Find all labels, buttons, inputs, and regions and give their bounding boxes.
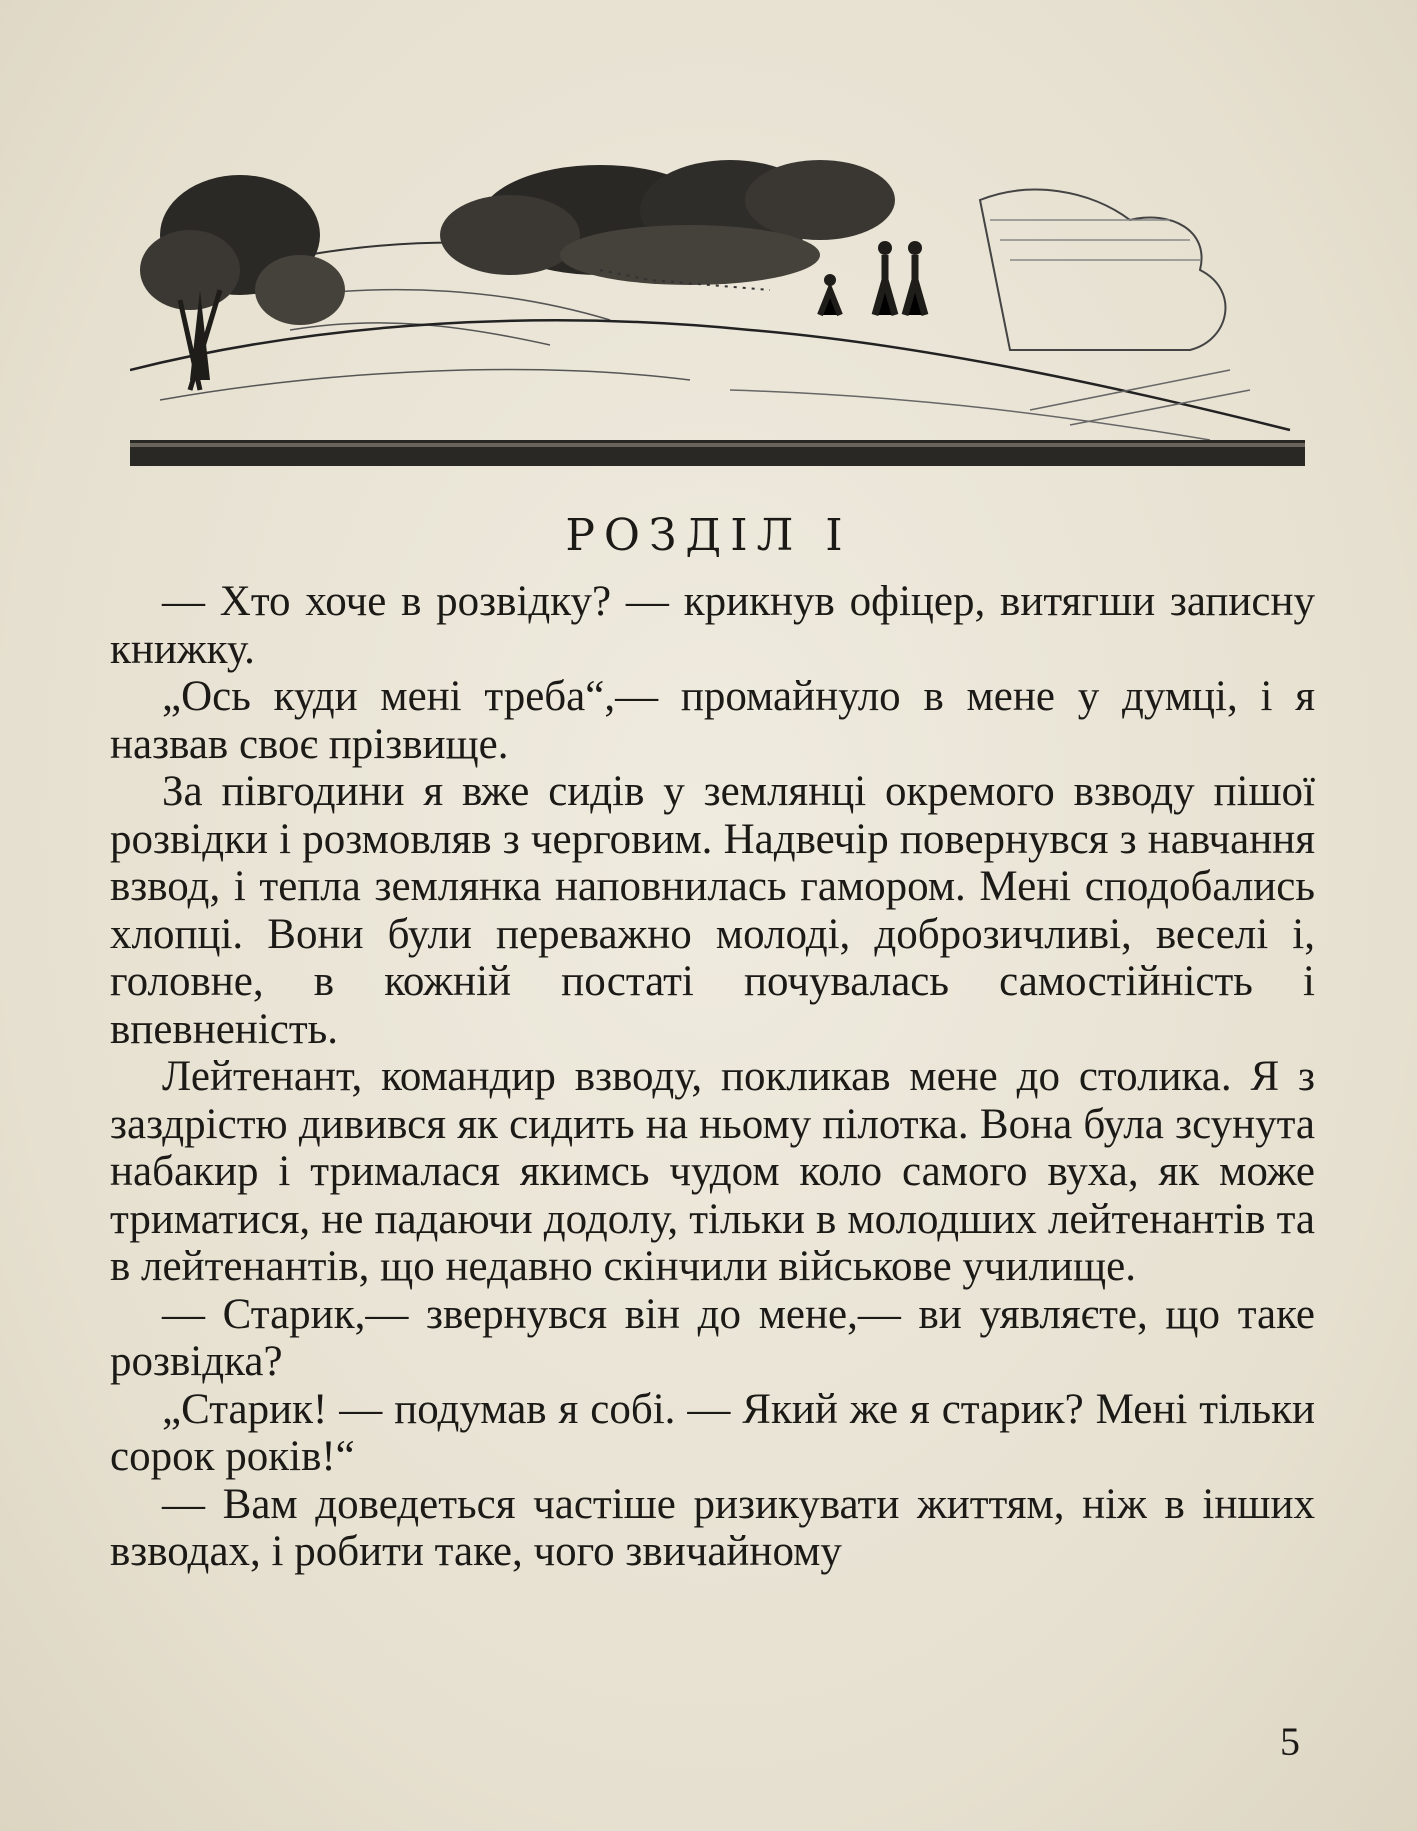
paragraph: „Ось куди мені треба“,— промайнуло в мене у думці, і я назвав своє прізвище.	[110, 673, 1315, 768]
paragraph: — Вам доведеться частіше ризикувати життям, ніж в інших взводах, і робити таке, чого звичайному	[110, 1480, 1315, 1575]
paragraph: Лейтенант, командир взводу, покликав мене до столика. Я з заздрістю дивився як сидить на ньому пілотка. Вона була зсунута набакир і трималася якимсь чудом коло самого вуха, як може триматися, не падаючи додолу, тільки в молодших лейтенантів та в лейтенантів, що недавно скінчили військове училище.	[110, 1053, 1315, 1290]
landscape-illustration	[130, 140, 1305, 475]
paragraph: — Хто хоче в розвідку? — крикнув офіцер, витягши записну книжку.	[110, 578, 1315, 673]
body-text	[110, 578, 1315, 1576]
paragraph: — Старик,— звернувся він до мене,— ви уявляєте, що таке розвідка?	[110, 1290, 1315, 1385]
chapter-title: РОЗДІЛ І	[565, 510, 852, 561]
page-number: 5	[1280, 1719, 1300, 1764]
paragraph: За півгодини я вже сидів у землянці окремого взводу пішої розвідки і розмовляв з черговим. Надвечір повернувся з навчання взвод, і тепла землянка наповнилась гамором. Мені сподобались хлопці. Вони були переважно молоді, доброзичливі, веселі і, головне, в кожній постаті почувалась самостійність і впевненість.	[110, 768, 1315, 1053]
landscape-illustration-icon	[130, 140, 1305, 475]
paragraph: „Старик! — подумав я собі. — Який же я старик? Мені тільки сорок років!“	[110, 1385, 1315, 1480]
